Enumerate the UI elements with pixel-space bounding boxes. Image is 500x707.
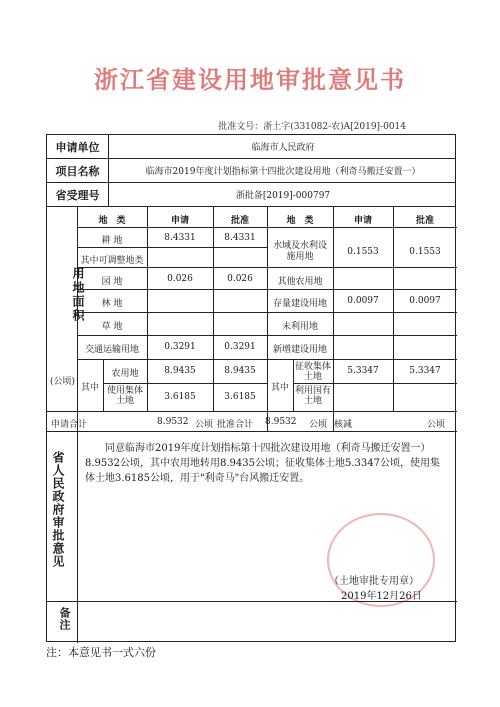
total-approve-value: 8.9532 [265,417,297,427]
total-approve-unit: 公顷 [309,420,328,430]
water-approve: 0.1553 [409,247,441,257]
water-label: 水域及水利设施用地 [272,241,327,262]
header-approve-right: 批准 [415,216,434,226]
approval-date: 2019年12月26日 [341,591,422,602]
approval-number: 批准文号：浙土字(331082-农)A[2019]-0014 [218,122,406,132]
expro-label: 征收集体土地 [295,362,332,382]
other-agri-label: 其他农用地 [277,277,323,287]
footnote: 注：本意见书一式六份 [46,646,156,659]
water-apply: 0.1553 [347,247,379,257]
agri-apply: 8.9435 [164,366,196,376]
agri-label: 农用地 [111,369,139,379]
accept-value: 浙批备[2019]-000797 [235,191,331,201]
transport-label: 交通运输用地 [84,345,139,355]
header-approve-left: 批准 [230,216,249,226]
header-apply-left: 申请 [170,216,189,226]
document-title: 浙江省建设用地审批意见书 [94,66,406,94]
collective-label: 使用集体土地 [106,386,143,406]
unused-label: 未利用地 [281,322,318,332]
existing-label: 存量建设用地 [272,299,327,309]
arable-approve: 8.4331 [224,233,256,243]
verify-unit: 公顷 [427,420,446,430]
opinion-text: 同意临海市2019年度计划指标第十四批次建设用地（利奇马搬迁安置一）8.9532公顷，其中农用地转用8.9435公顷；征收集体土地5.3347公顷，使用集体土地3.6185公顷，用于"利奇马"台风搬迁安置。 [85,443,440,484]
arable-apply: 8.4331 [164,233,196,243]
existing-approve: 0.0097 [409,296,441,306]
state-label: 利用国有土地 [295,386,332,406]
unit-label: (公顷) [50,377,76,387]
garden-apply: 0.026 [167,274,193,284]
verify-label: 核减 [334,420,353,430]
remarks-label: 备注 [58,607,71,631]
header-type-right: 地 类 [286,216,314,226]
accept-row [47,183,455,207]
transport-approve: 0.3291 [224,342,256,352]
total-apply-label: 申请合计 [51,420,88,430]
existing-apply: 0.0097 [347,296,379,306]
approval-form [46,134,456,642]
land-area-label: 用地面积 [71,267,85,323]
total-approve-label: 批准合计 [217,420,254,430]
expro-approve: 5.3347 [409,366,441,376]
total-apply-value: 8.9532 [157,417,189,427]
total-apply-unit: 公顷 [195,420,214,430]
forest-label: 林 地 [101,299,123,309]
collective-apply: 3.6185 [164,392,196,402]
header-apply-right: 申请 [353,216,372,226]
arable-label: 耕 地 [101,236,123,246]
project-row [47,159,455,183]
opinion-label: 省人民政府审批意见 [51,451,65,568]
right-among-label: 其中 [270,383,289,393]
project-label: 项目名称 [47,159,109,182]
new-build-label: 新增建设用地 [272,345,327,355]
applicant-row [47,135,455,159]
garden-approve: 0.026 [227,274,253,284]
transport-apply: 0.3291 [164,342,196,352]
accept-label: 省受理号 [47,183,109,206]
garden-label: 园 地 [101,277,123,287]
collective-approve: 3.6185 [224,392,256,402]
left-among-label: 其中 [80,383,99,393]
grass-label: 草 地 [101,322,123,332]
agri-approve: 8.9435 [224,366,256,376]
header-type-left: 地 类 [98,216,126,226]
seal-label: （土地审批专用章） [329,576,419,587]
applicant-label: 申请单位 [47,135,109,158]
expro-apply: 5.3347 [347,366,379,376]
adjustable-label: 其中可调整地类 [80,256,144,266]
applicant-value: 临海市人民政府 [251,143,315,153]
project-value: 临海市2019年度计划指标第十四批次建设用地（利奇马搬迁安置一） [145,167,421,177]
